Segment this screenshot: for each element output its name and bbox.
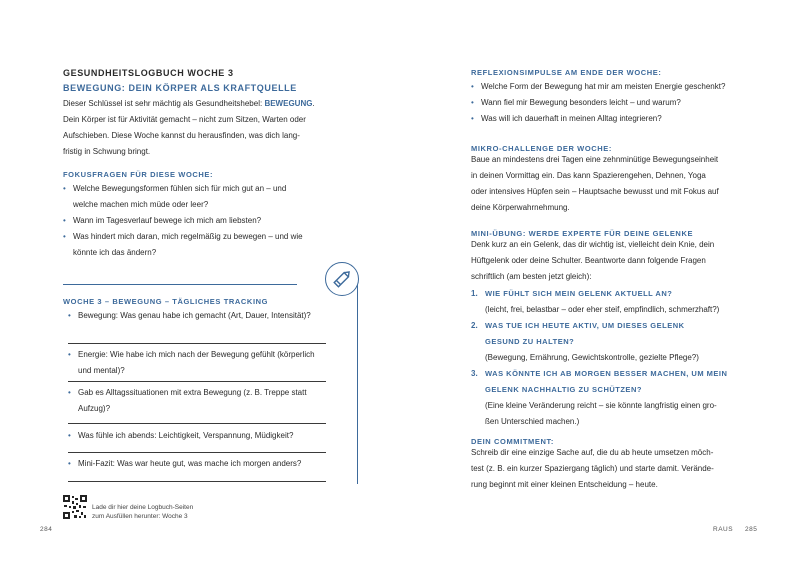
list-item: • Welche Bewegungsformen fühlen sich für mich gut an – und welche machen mich müde oder leer? xyxy=(63,181,303,213)
pencil-icon xyxy=(326,263,358,295)
tracking-label: WOCHE 3 – BEWEGUNG – TÄGLICHES TRACKING xyxy=(63,297,269,306)
reflection-label: REFLEXIONSIMPULSE AM ENDE DER WOCHE: xyxy=(471,68,662,77)
running-head: RAUS xyxy=(713,526,734,533)
list-item: • Was will ich dauerhaft in meinen Alltag integrieren? xyxy=(471,111,761,127)
reflection-list xyxy=(471,79,761,127)
write-line[interactable] xyxy=(68,481,326,482)
tracking-item: • Mini-Fazit: Was war heute gut, was mache ich morgen anders? xyxy=(68,456,318,472)
tracking-box-top-rule xyxy=(63,284,297,285)
challenge-label: MIKRO-CHALLENGE DER WOCHE: xyxy=(471,144,613,153)
focus-questions-label: FOKUSFRAGEN FÜR DIESE WOCHE: xyxy=(63,170,214,179)
page-subtitle: BEWEGUNG: DEIN KÖRPER ALS KRAFTQUELLE xyxy=(63,83,297,93)
commitment-paragraph: Schreib dir eine einzige Sache auf, die du ab heute umsetzen möch- test (z. B. ein kurzer Spaziergang täglich) und starte damit. Verände- rung beginnt mit einer kleinen Entscheidung – heute. xyxy=(471,448,714,489)
tracking-item: • Energie: Wie habe ich mich nach der Bewegung gefühlt (körperlich und mental)? xyxy=(68,347,318,379)
qr-caption: Lade dir hier deine Logbuch-Seiten zum Ausfüllen herunter: Woche 3 xyxy=(92,504,194,520)
tracking-item: • Gab es Alltagssituationen mit extra Bewegung (z. B. Treppe statt Aufzug)? xyxy=(68,385,318,417)
write-line[interactable] xyxy=(68,423,326,424)
list-item: • Wann fiel mir Bewegung besonders leicht – und warum? xyxy=(471,95,761,111)
commitment-label: DEIN COMMITMENT: xyxy=(471,437,554,446)
write-line[interactable] xyxy=(68,452,326,453)
intro-line: Dieser Schlüssel ist sehr mächtig als Gesundheitshebel: BEWEGUNG. xyxy=(63,99,315,108)
list-item: • Welche Form der Bewegung hat mir am meisten Energie geschenkt? xyxy=(471,79,761,95)
write-line[interactable] xyxy=(68,343,326,344)
page-number-right: 285 xyxy=(745,526,758,533)
page-number-left: 284 xyxy=(40,526,53,533)
intro-line: Aufschieben. Diese Woche kannst du herausfinden, was dich lang- xyxy=(63,131,300,140)
focus-questions-list xyxy=(63,181,303,261)
intro-paragraph xyxy=(63,96,353,160)
list-item: • Was hindert mich daran, mich regelmäßig zu bewegen – und wie könnte ich das ändern? xyxy=(63,229,303,261)
write-line[interactable] xyxy=(68,381,326,382)
list-item: • Wann im Tagesverlauf bewege ich mich am liebsten? xyxy=(63,213,303,229)
pencil-badge xyxy=(325,262,359,296)
list-item: 1. WIE FÜHLT SICH MEIN GELENK AKTUELL AN? (leicht, frei, belastbar – oder eher steif, empfindlich, schmerzhaft?) xyxy=(471,289,720,314)
mini-exercise-label: MINI-ÜBUNG: WERDE EXPERTE FÜR DEINE GELENKE xyxy=(471,229,694,238)
list-item: 3. WAS KÖNNTE ICH AB MORGEN BESSER MACHEN, UM MEIN GELENK NACHHALTIG ZU SCHÜTZEN? (Eine kleine Veränderung reicht – sie könnte langfristig einen gro- ßen Unterschied machen.) xyxy=(471,369,728,426)
tracking-item: • Bewegung: Was genau habe ich gemacht (Art, Dauer, Intensität)? xyxy=(68,308,318,324)
tracking-item: • Was fühle ich abends: Leichtigkeit, Verspannung, Müdigkeit? xyxy=(68,428,318,444)
page-title: GESUNDHEITSLOGBUCH WOCHE 3 xyxy=(63,68,234,78)
intro-line: Dein Körper ist für Aktivität gemacht – nicht zum Sitzen, Warten oder xyxy=(63,115,306,124)
intro-line: fristig in Schwung bringt. xyxy=(63,147,151,156)
tracking-box-right-rule xyxy=(357,284,358,484)
mini-exercise-paragraph: Denk kurz an ein Gelenk, das dir wichtig ist, vielleicht dein Knie, dein Hüftgelenk oder deine Schulter. Beantworte dann folgende Fragen schriftlich (am besten jetzt gleich): xyxy=(471,240,715,281)
qr-code-icon[interactable] xyxy=(63,495,87,519)
numbered-questions xyxy=(471,286,756,430)
challenge-paragraph: Baue an mindestens drei Tagen eine zehnminütige Bewegungseinheit in deinen Vormittag ein. Das kann Spazierengehen, Dehnen, Yoga oder intensives Hüpfen sein – Hauptsache bewusst und mit Fokus auf deine Körperwahrnehmung. xyxy=(471,155,719,212)
list-item: 2. WAS TUE ICH HEUTE AKTIV, UM DIESES GELENK GESUND ZU HALTEN? (Bewegung, Ernährung, Gewichtskontrolle, gezielte Pflege?) xyxy=(471,321,699,362)
